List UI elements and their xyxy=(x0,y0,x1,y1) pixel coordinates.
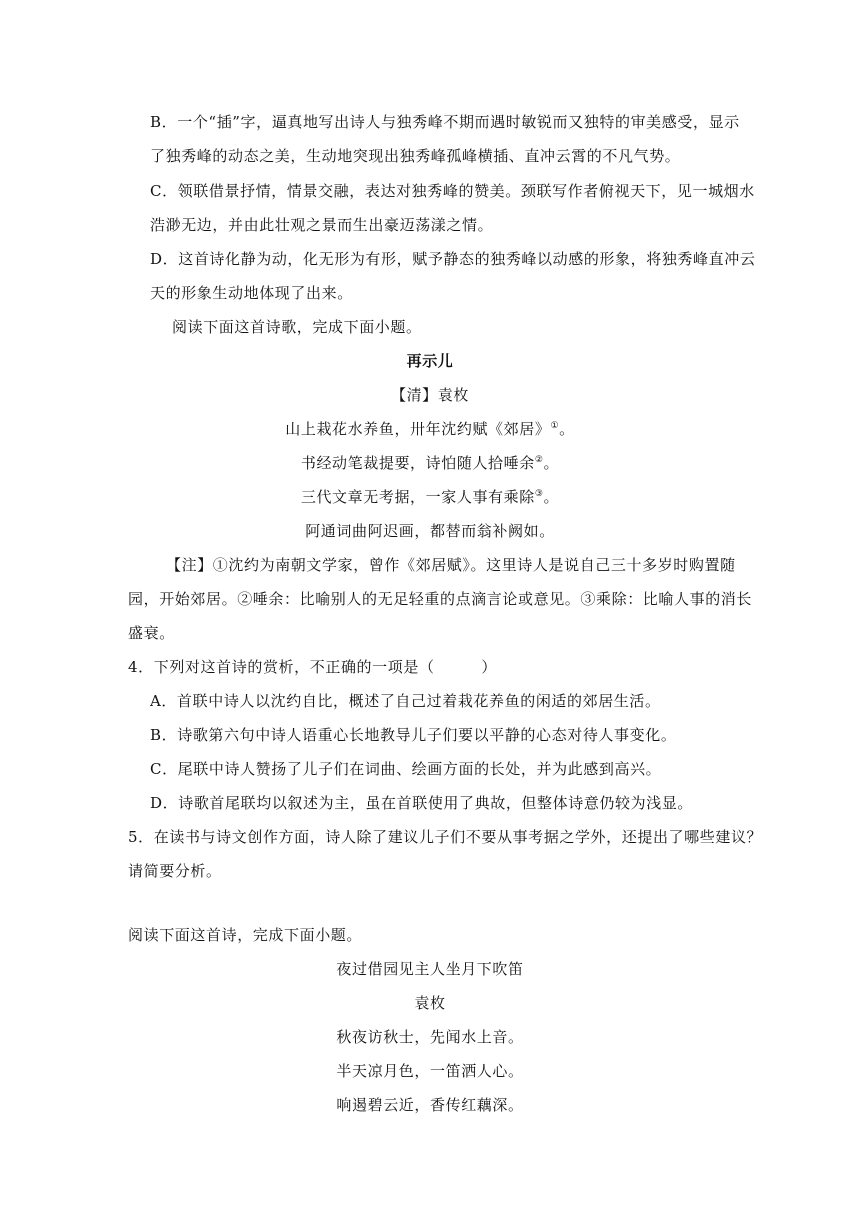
question-4-option-c: C．尾联中诗人赞扬了儿子们在词曲、绘画方面的长处，并为此感到高兴。 xyxy=(150,760,662,778)
poem1-line-4: 阿通词曲阿迟画，都替而翁补阙如。 xyxy=(305,522,555,540)
poem2-line-2: 半天凉月色，一笛洒人心。 xyxy=(336,1062,524,1080)
reading-intro-1: 阅读下面这首诗歌，完成下面小题。 xyxy=(172,318,422,336)
poem1-author: 【清】袁枚 xyxy=(390,386,469,404)
option-c-line-1: C．领联借景抒情，情景交融，表达对独秀峰的赞美。颈联写作者俯视天下，见一城烟水 xyxy=(150,182,755,200)
option-b-line-1: B．一个“插”字，逼真地写出诗人与独秀峰不期而遇时敏锐而又独特的审美感受，显示 xyxy=(150,113,740,131)
poem1-line-2: 书经动笔裁提要，诗怕随人拾唾余②。 xyxy=(300,454,560,472)
poem2-line-3: 响遏碧云近，香传红藕深。 xyxy=(336,1096,524,1114)
question-4-option-b: B．诗歌第六句中诗人语重心长地教导儿子们要以平静的心态对待人事变化。 xyxy=(150,726,677,744)
option-b-line-2: 了独秀峰的动态之美，生动地突现出独秀峰孤峰横插、直冲云霄的不凡气势。 xyxy=(150,147,681,165)
option-d-line-1: D．这首诗化静为动，化无形为有形，赋予静态的独秀峰以动感的形象，将独秀峰直冲云 xyxy=(150,250,756,268)
reading-intro-2: 阅读下面这首诗，完成下面小题。 xyxy=(128,926,363,944)
question-4-stem: 4．下列对这首诗的赏析，不正确的一项是（ ） xyxy=(128,658,497,676)
option-d-line-2: 天的形象生动地体现了出来。 xyxy=(150,284,353,302)
poem1-line-3: 三代文章无考据，一家人事有乘除③。 xyxy=(300,488,560,506)
question-4-option-d: D．诗歌首尾联均以叙述为主，虽在首联使用了典故，但整体诗意仍较为浅显。 xyxy=(150,794,694,812)
note-line-2: 园，开始郊居。②唾余：比喻别人的无足轻重的点滴言论或意见。③乘除：比喻人事的消长 xyxy=(128,590,753,608)
poem2-title: 夜过借园见主人坐月下吹笛 xyxy=(336,960,524,978)
poem2-author: 袁枚 xyxy=(414,994,446,1012)
poem2-line-1: 秋夜访秋士，先闻水上音。 xyxy=(336,1028,524,1046)
note-line-1: 【注】①沈约为南朝文学家，曾作《郊居赋》。这里诗人是说自己三十多岁时购置随 xyxy=(166,556,736,574)
poem1-line-1: 山上栽花水养鱼，卅年沈约赋《郊居》①。 xyxy=(285,420,575,438)
question-5-line-1: 5．在读书与诗文创作方面，诗人除了建议儿子们不要从事考据之学外，还提出了哪些建议？ xyxy=(128,828,763,846)
question-4-option-a: A．首联中诗人以沈约自比，概述了自己过着栽花养鱼的闲适的郊居生活。 xyxy=(150,692,661,710)
poem1-title: 再示儿 xyxy=(406,352,454,370)
note-line-3: 盛衰。 xyxy=(128,624,175,642)
question-5-line-2: 请简要分析。 xyxy=(128,862,222,880)
option-c-line-2: 浩渺无边，并由此壮观之景而生出豪迈荡漾之情。 xyxy=(150,216,494,234)
